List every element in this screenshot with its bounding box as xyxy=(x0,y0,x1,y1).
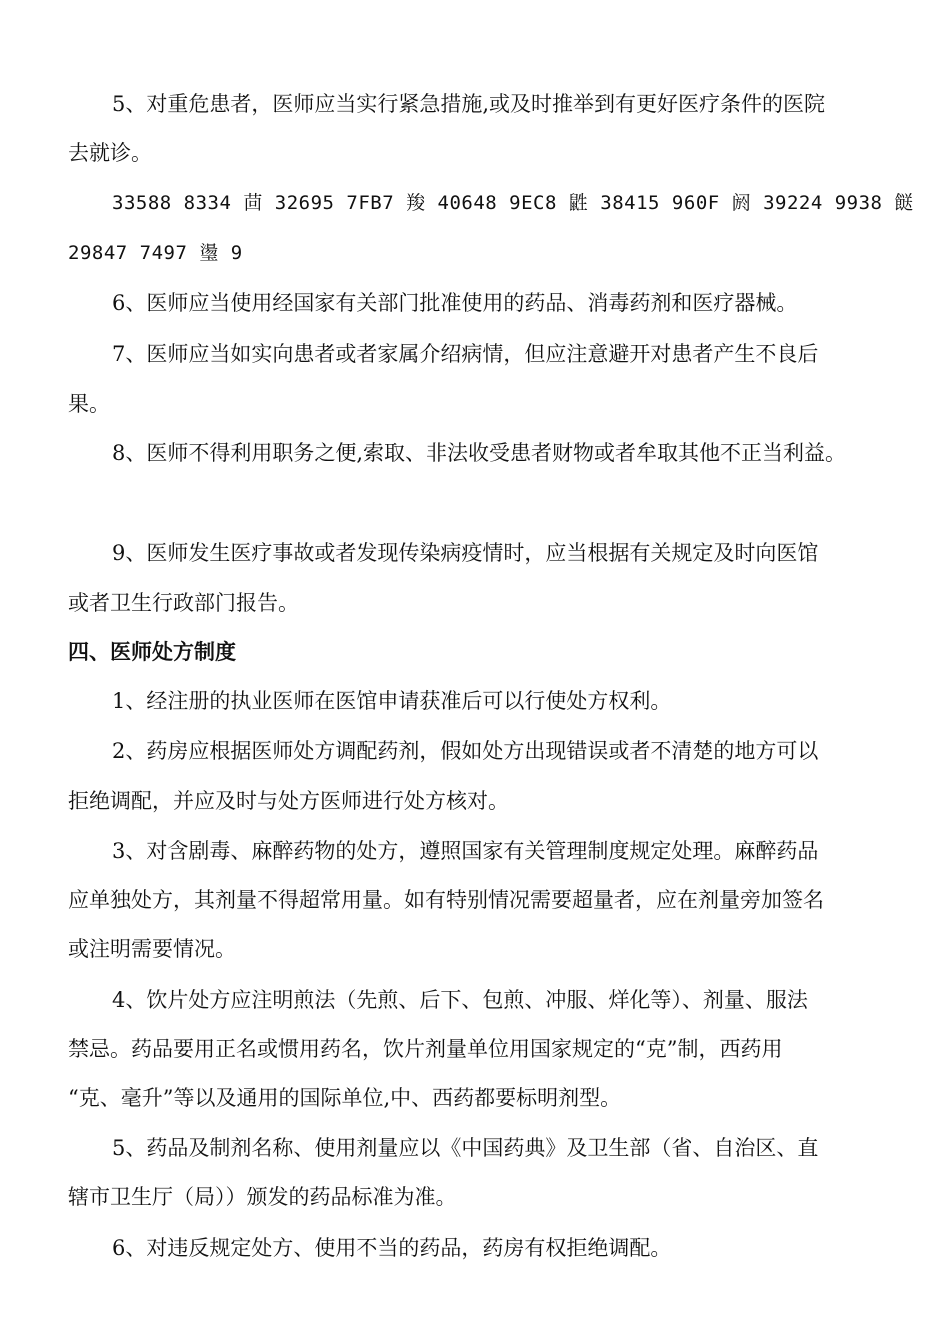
codes-line-2: 29847 7497 璗 9 xyxy=(68,242,243,264)
rule-4-line-3: “克、毫升”等以及通用的国际单位,中、西药都要标明剂型。 xyxy=(68,1086,622,1110)
paragraph-7-line-2: 果。 xyxy=(68,392,110,416)
rule-5-line-2: 辖市卫生厅（局））颁发的药品标准为准。 xyxy=(68,1185,457,1209)
rule-2-line-1: 2、药房应根据医师处方调配药剂，假如处方出现错误或者不清楚的地方可以 xyxy=(112,739,819,763)
paragraph-5-line-2: 去就诊。 xyxy=(68,141,152,165)
paragraph-8: 8、医师不得利用职务之便,索取、非法收受患者财物或者牟取其他不正当利益。 xyxy=(112,441,847,465)
rule-4-line-2: 禁忌。药品要用正名或惯用药名，饮片剂量单位用国家规定的“克”制，西药用 xyxy=(68,1037,783,1061)
paragraph-7-line-1: 7、医师应当如实向患者或者家属介绍病情，但应注意避开对患者产生不良后 xyxy=(112,342,819,366)
paragraph-5-line-1: 5、对重危患者，医师应当实行紧急措施,或及时推举到有更好医疗条件的医院 xyxy=(112,92,826,116)
rule-5-line-1: 5、药品及制剂名称、使用剂量应以《中国药典》及卫生部（省、自治区、直 xyxy=(112,1136,819,1160)
paragraph-9-line-2: 或者卫生行政部门报告。 xyxy=(68,591,299,615)
paragraph-6: 6、医师应当使用经国家有关部门批准使用的药品、消毒药剂和医疗器械。 xyxy=(112,291,798,315)
paragraph-9-line-1: 9、医师发生医疗事故或者发现传染病疫情时，应当根据有关规定及时向医馆 xyxy=(112,541,819,565)
rule-4-line-1: 4、饮片处方应注明煎法（先煎、后下、包煎、冲服、烊化等）、剂量、服法 xyxy=(112,988,808,1012)
rule-3-line-3: 或注明需要情况。 xyxy=(68,937,236,961)
rule-2-line-2: 拒绝调配，并应及时与处方医师进行处方核对。 xyxy=(68,789,509,813)
rule-1: 1、经注册的执业医师在医馆申请获准后可以行使处方权利。 xyxy=(112,689,672,713)
codes-line-1: 33588 8334 茴 32695 7FB7 羧 40648 9EC8 鼪 38415 960F 阏 39224 9938 餸 xyxy=(112,192,914,214)
rule-6: 6、对违反规定处方、使用不当的药品，药房有权拒绝调配。 xyxy=(112,1236,672,1260)
section-heading-4: 四、医师处方制度 xyxy=(68,639,236,664)
rule-3-line-1: 3、对含剧毒、麻醉药物的处方，遵照国家有关管理制度规定处理。麻醉药品 xyxy=(112,839,819,863)
rule-3-line-2: 应单独处方，其剂量不得超常用量。如有特别情况需要超量者，应在剂量旁加签名 xyxy=(68,888,824,912)
